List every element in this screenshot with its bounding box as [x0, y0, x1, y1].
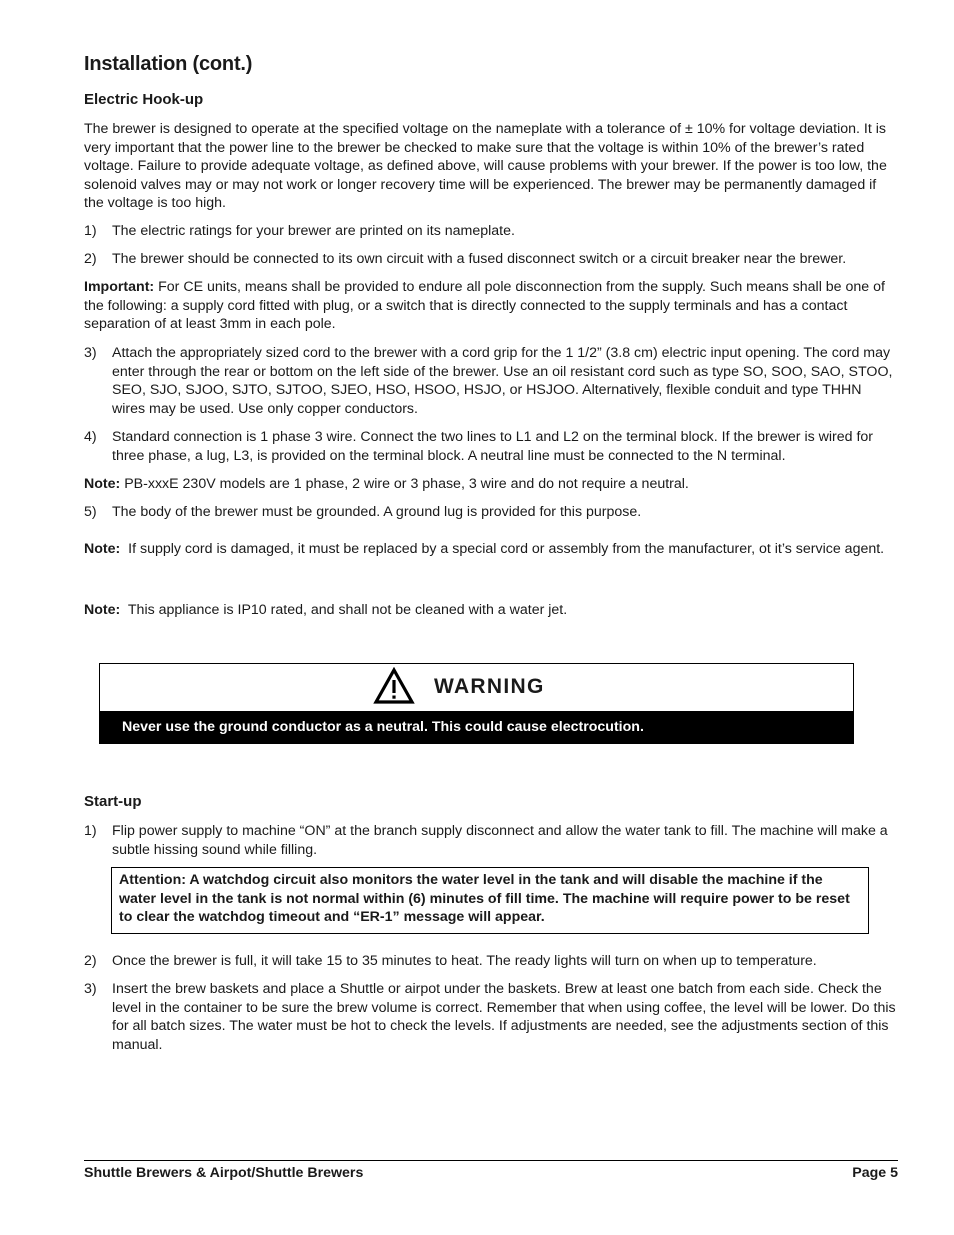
footer-divider: [84, 1160, 898, 1161]
list-number: 5): [84, 504, 97, 520]
list-number: 4): [84, 429, 97, 445]
list-item: [84, 250, 898, 269]
note-text: This appliance is IP10 rated, and shall not be cleaned with a water jet.: [120, 602, 568, 618]
list-text: The electric ratings for your brewer are printed on its nameplate.: [112, 223, 515, 239]
note-label: Note:: [84, 602, 121, 618]
list-number: 1): [84, 823, 97, 839]
list-item: [84, 344, 898, 418]
list-item: [84, 952, 898, 971]
warning-message: Never use the ground conductor as a neutral. This could cause electrocution.: [122, 719, 644, 735]
note-text: If supply cord is damaged, it must be replaced by a special cord or assembly from the manufacturer, ot it’s service agent.: [120, 541, 885, 557]
list-item: [84, 503, 898, 522]
voltage-intro-paragraph: The brewer is designed to operate at the specified voltage on the nameplate with a tolerance of ± 10% for voltage deviation. It is very important that the power line to the brewer be checked to make sure that the voltage is within 10% of the brewer’s rated voltage. Failure to provide adequate voltage, as defined above, will cause problems with your brewer. If the power is too low, the solenoid valves may or may not work or longer recovery time will be experienced. The brewer may be permanently damaged if the voltage is too high.: [84, 121, 887, 212]
warning-header: [100, 664, 853, 711]
list-number: 2): [84, 251, 97, 267]
list-number: 3): [84, 345, 97, 361]
list-number: 2): [84, 953, 97, 969]
list-item: [84, 980, 898, 1054]
list-text: Flip power supply to machine “ON” at the branch supply disconnect and allow the water tank to fill. The machine will make a subtle hissing sound while filling.: [112, 823, 888, 858]
note-supply-cord: [84, 540, 898, 559]
list-item: [84, 822, 898, 859]
list-text: Attach the appropriately sized cord to the brewer with a cord grip for the 1 1/2” (3.8 cm) electric input opening. The cord may enter through the rear or bottom on the left side of the brewer. Use an oil resistant cord such as type SO, SOO, SAO, STOO, SEO, SJO, SJOO, SJTO, SJTOO, SJEO, HSO, HSOO, HSJO, or HSJOO. Alternatively, flexible conduit and type THHN wires may be used. Use only copper conductors.: [112, 345, 893, 417]
warning-triangle-icon: [373, 667, 415, 705]
important-note: [84, 278, 898, 334]
note-label: Note:: [84, 476, 121, 492]
note-text: PB-xxxE 230V models are 1 phase, 2 wire or 3 phase, 3 wire and do not require a neutral.: [120, 476, 689, 492]
electric-hookup-heading: Electric Hook-up: [84, 91, 204, 108]
list-text: Insert the brew baskets and place a Shuttle or airpot under the baskets. Brew at least one batch from each side. Check the level in the container to be sure the brew volume is correct. Remember that when using coffee, the level will be lower. Do this for all batch sizes. The water must be hot to check the levels. If adjustments are needed, see the adjustments section of this manual.: [112, 981, 896, 1053]
list-item: [84, 222, 898, 241]
startup-heading: Start-up: [84, 793, 142, 810]
list-text: The brewer should be connected to its own circuit with a fused disconnect switch or a circuit breaker near the brewer.: [112, 251, 847, 267]
warning-message-bar: [100, 711, 853, 744]
list-number: 1): [84, 223, 97, 239]
note-neutral: [84, 475, 898, 494]
list-text: Once the brewer is full, it will take 15 to 35 minutes to heat. The ready lights will turn on when up to temperature.: [112, 953, 817, 969]
list-item: [84, 428, 898, 465]
warning-title: WARNING: [434, 675, 545, 698]
footer-title: Shuttle Brewers & Airpot/Shuttle Brewers: [84, 1165, 364, 1181]
important-label: Important:: [84, 279, 155, 295]
note-ip10: [84, 601, 898, 620]
list-text: The body of the brewer must be grounded. A ground lug is provided for this purpose.: [112, 504, 642, 520]
important-text: For CE units, means shall be provided to endure all pole disconnection from the supply. Such means shall be one of the following: a supply cord fitted with plug, or a switch that is directly connected to the supply terminals and has a contact separation of at least 3mm in each pole.: [84, 279, 885, 333]
list-text: Standard connection is 1 phase 3 wire. Connect the two lines to L1 and L2 on the terminal block. If the brewer is wired for three phase, a lug, L3, is provided on the terminal block. A neutral line must be connected to the N terminal.: [112, 429, 874, 464]
list-number: 3): [84, 981, 97, 997]
warning-box: [99, 663, 854, 744]
attention-box: Attention: A watchdog circuit also monitors the water level in the tank and will disable the machine if the water level in the tank is not normal within (6) minutes of fill time. The machine will require power to be reset to clear the watchdog timeout and “ER-1” message will appear.: [111, 867, 869, 934]
page-heading: Installation (cont.): [84, 53, 253, 75]
page-number: Page 5: [852, 1165, 898, 1181]
note-label: Note:: [84, 541, 121, 557]
